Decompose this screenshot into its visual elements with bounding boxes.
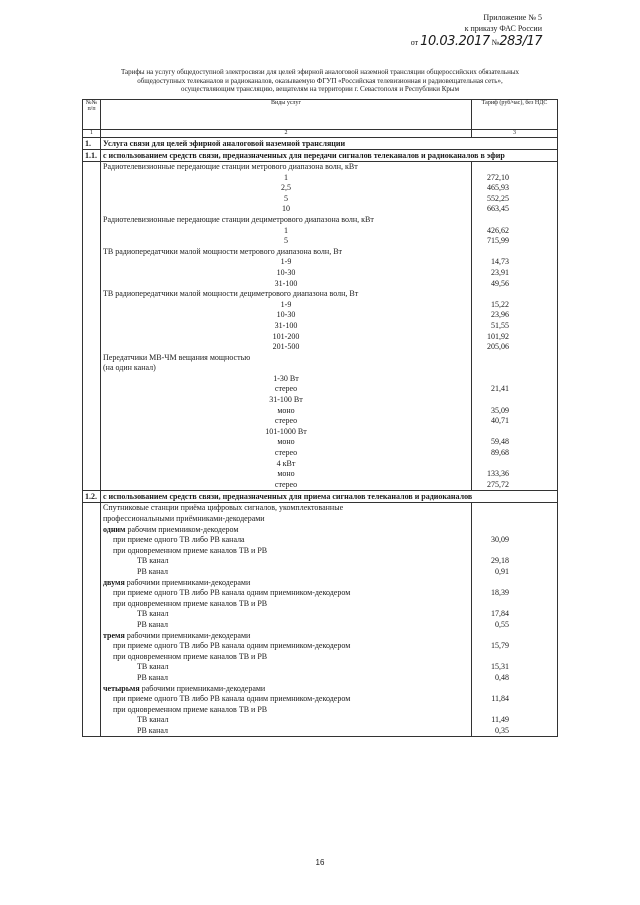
section-1-2-number: 1.2. [83, 491, 101, 503]
service-row-label: при приеме одного ТВ либо РВ канала одним приемником-декодером [113, 694, 351, 704]
section-1-1-title: с использованием средств связи, предназначенных для передачи сигналов телеканалов и радиоканалов в эфир [101, 150, 558, 162]
service-row-label [101, 631, 471, 642]
page-number: 16 [315, 858, 325, 867]
service-row-label: (на один канал) [103, 363, 156, 373]
service-row-label: ТВ канал [137, 715, 169, 725]
service-row-label: при одновременном приеме каналов ТВ и РВ [113, 598, 268, 608]
tariff-value: 11,84 [491, 694, 509, 704]
tariff-value: 15,22 [491, 299, 509, 309]
service-row-label: ТВ канал [137, 556, 169, 566]
tariff-value: 101,92 [487, 331, 509, 341]
tariff-value [472, 215, 557, 226]
tariffs-list-1-1 [472, 162, 558, 491]
service-row-label: 10-30 [276, 310, 296, 320]
service-row-label: 1 [284, 172, 288, 182]
service-row-label: 1-9 [280, 257, 292, 267]
col-num-1: 1 [83, 130, 101, 138]
table-header-row [83, 100, 558, 130]
service-row-label: Спутниковые станции приёма цифровых сигналов, укомплектованные [103, 503, 344, 513]
handwritten-date: 10.03.2017 [420, 34, 490, 49]
service-row-label: Радиотелевизионные передающие станции дециметрового диапазона волн, кВт [103, 214, 374, 224]
service-row-label: 5 [284, 193, 288, 203]
label-rest: рабочим приемником-декодером [125, 524, 239, 534]
service-row-label: при приеме одного ТВ либо РВ канала одним приемником-декодером [113, 641, 351, 651]
tariff-value: 14,73 [491, 257, 509, 267]
section-1-number: 1. [83, 138, 101, 150]
col-number-header: №№ п/п [83, 100, 101, 130]
tariff-value: 0,35 [495, 725, 509, 735]
section-1-title: Услуга связи для целей эфирной аналоговой наземной трансляции [101, 138, 558, 150]
label-rest: рабочими приемниками-декодерами [124, 630, 251, 640]
tariff-value: 0,55 [495, 619, 509, 629]
tariff-value: 49,56 [491, 278, 509, 288]
tariff-value [472, 395, 557, 406]
tariff-value: 552,25 [487, 193, 509, 203]
tariff-value [472, 247, 557, 258]
tariff-value: 23,91 [491, 267, 509, 277]
service-row-label: 31-100 Вт [269, 395, 303, 405]
order-date-line [411, 36, 542, 48]
tariff-value [472, 684, 557, 695]
section-1-row [83, 138, 558, 150]
tariff-value: 15,31 [491, 662, 509, 672]
tariff-value: 275,72 [487, 479, 509, 489]
number-prefix: № [491, 38, 500, 47]
service-row-label [101, 525, 471, 536]
tariff-value: 17,84 [491, 609, 509, 619]
tariff-value: 29,18 [491, 556, 509, 566]
tariff-value [472, 546, 557, 557]
service-row-label: 31-100 [274, 320, 298, 330]
service-row-label: 101-1000 Вт [265, 426, 307, 436]
order-reference: к приказу ФАС России [464, 24, 542, 33]
label-rest: рабочими приемниками-декодерами [139, 683, 266, 693]
column-numbers-row [83, 130, 558, 138]
tariff-value [472, 514, 557, 525]
tariff-value [472, 459, 557, 470]
tariff-value: 15,79 [491, 641, 509, 651]
section-1-1-row [83, 150, 558, 162]
tariff-value: 89,68 [491, 448, 509, 458]
service-row-label: 4 кВт [276, 458, 296, 468]
service-row-label [101, 578, 471, 589]
section-1-1-body [83, 162, 558, 491]
section-1-2-row [83, 491, 558, 503]
service-row-label: моно [277, 405, 295, 415]
tariff-value [472, 363, 557, 374]
tariff-table [82, 99, 558, 737]
tariff-value [472, 353, 557, 364]
col-num-3: 3 [472, 130, 558, 138]
tariff-value [472, 503, 557, 514]
emphasis: тремя [103, 630, 125, 640]
appendix-header [411, 12, 542, 48]
appendix-number: Приложение № 5 [483, 13, 542, 22]
emphasis: одним [103, 524, 126, 534]
tariff-value: 51,55 [491, 320, 509, 330]
service-row-label: РВ канал [137, 672, 168, 682]
document-title [84, 68, 556, 94]
tariff-value: 59,48 [491, 437, 509, 447]
tariff-value [472, 289, 557, 300]
tariff-value: 40,71 [491, 416, 509, 426]
tariff-value [472, 162, 557, 173]
tariff-value: 0,48 [495, 672, 509, 682]
tariffs-list-1-2 [472, 503, 558, 737]
service-row-label: при приеме одного ТВ либо РВ канала одним приемником-декодером [113, 588, 351, 598]
service-row-label: 101-200 [272, 331, 300, 341]
tariff-value: 663,45 [487, 204, 509, 214]
tariff-value: 715,99 [487, 236, 509, 246]
service-row-label: моно [277, 469, 295, 479]
emphasis: четырьмя [103, 683, 140, 693]
service-row-label: профессиональными приёмниками-декодерами [103, 514, 265, 523]
tariff-value: 465,93 [487, 183, 509, 193]
services-list-1-1 [101, 162, 472, 491]
service-row-label: стерео [274, 448, 298, 458]
service-row-label: при приеме одного ТВ либо РВ канала [113, 535, 245, 545]
service-row-label: 31-100 [274, 278, 298, 288]
label-rest: рабочими приемниками-декодерами [124, 577, 251, 587]
service-row-label: стерео [274, 479, 298, 489]
tariff-value [472, 427, 557, 438]
service-row-label: 5 [284, 236, 288, 246]
tariff-value [472, 578, 557, 589]
service-row-label: стерео [274, 384, 298, 394]
section-1-2-body [83, 503, 558, 737]
service-row-label: ТВ канал [137, 662, 169, 672]
tariff-value [472, 652, 557, 663]
date-prefix: от [410, 38, 419, 47]
tariff-value: 18,39 [491, 588, 509, 598]
service-row-label: 1-9 [280, 299, 292, 309]
service-row-label: ТВ радиопередатчики малой мощности метрового диапазона волн, Вт [103, 246, 343, 256]
tariff-value: 30,09 [491, 535, 509, 545]
service-row-label: стерео [274, 416, 298, 426]
service-row-label: 10-30 [276, 267, 296, 277]
service-row-label: моно [277, 437, 295, 447]
tariff-value [472, 705, 557, 716]
tariff-value: 35,09 [491, 405, 509, 415]
service-row-label [101, 684, 471, 695]
tariff-value: 133,36 [487, 469, 509, 479]
title-line-1: Тарифы на услугу общедоступной электросвязи для целей эфирной аналоговой наземной трансляции общероссийских обязательных [120, 68, 520, 76]
col-service-header: Виды услуг [101, 100, 472, 130]
section-1-1-number: 1.1. [83, 150, 101, 162]
service-row-label: 10 [282, 204, 290, 214]
col-tariff-header: Тариф (руб/час), без НДС [472, 100, 558, 130]
service-row-label: ТВ радиопередатчики малой мощности дециметрового диапазона волн, Вт [103, 289, 359, 299]
service-row-label: 2,5 [281, 183, 291, 193]
service-row-label: 1 [284, 225, 288, 235]
services-list-1-2 [101, 503, 472, 737]
tariff-value: 11,49 [491, 715, 509, 725]
tariff-value [472, 599, 557, 610]
emphasis: двумя [103, 577, 125, 587]
tariff-value [472, 525, 557, 536]
tariff-value: 0,91 [495, 566, 509, 576]
service-row-label: при одновременном приеме каналов ТВ и РВ [113, 651, 268, 661]
handwritten-number: 283/17 [499, 34, 542, 49]
tariff-value [472, 374, 557, 385]
col-num-2: 2 [101, 130, 472, 138]
title-line-2: общедоступных телеканалов и радиоканалов, оказываемую ФГУП «Российская телевизионная и радиовещательная сеть», [137, 76, 503, 85]
tariff-value: 426,62 [487, 225, 509, 235]
tariff-value: 23,96 [491, 310, 509, 320]
service-row-label: при одновременном приеме каналов ТВ и РВ [113, 704, 268, 714]
service-row-label: РВ канал [137, 619, 168, 629]
tariff-value: 21,41 [491, 384, 509, 394]
title-line-3: осуществляющим трансляцию, вещателям на территории г. Севастополя и Республики Крым [180, 85, 460, 94]
service-row-label: 1-30 Вт [273, 373, 299, 383]
service-row-label: Радиотелевизионные передающие станции метрового диапазона волн, кВт [103, 162, 358, 171]
service-row-label: РВ канал [137, 725, 168, 735]
tariff-value: 272,10 [487, 172, 509, 182]
service-row-label: при одновременном приеме каналов ТВ и РВ [113, 545, 268, 555]
section-1-2-title: с использованием средств связи, предназначенных для приема сигналов телеканалов и радиоканалов [101, 491, 558, 503]
service-row-label: РВ канал [137, 566, 168, 576]
tariff-value [472, 631, 557, 642]
service-row-label: ТВ канал [137, 609, 169, 619]
tariff-value: 205,06 [487, 342, 509, 352]
service-row-label: Передатчики МВ-ЧМ вещания мощностью [103, 352, 251, 362]
service-row-label: 201-500 [272, 342, 300, 352]
